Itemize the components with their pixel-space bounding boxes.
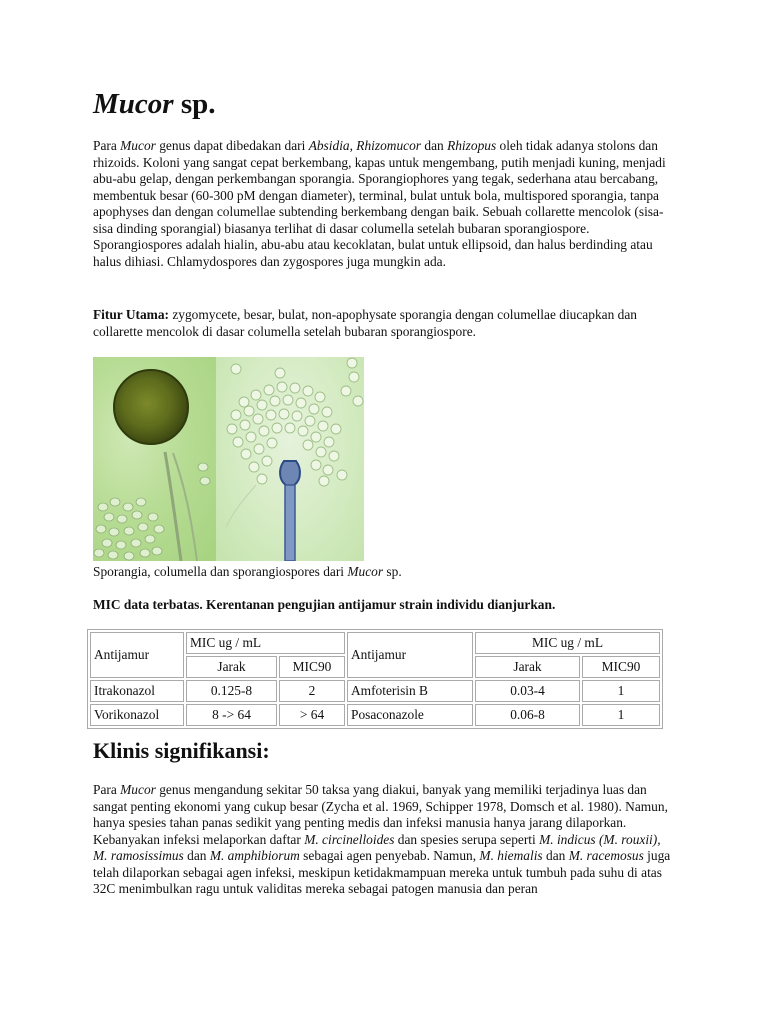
text-run: juga telah dilaporkan sebagai agen infeksi, meskipun ketidakmampuan mereka untuk tumbuh pada suhu di atas 32C menimbulkan ragu untuk validitas mereka sebagai patogen manusia dan peran — [93, 848, 671, 896]
species-name: M. hiemalis — [479, 848, 543, 863]
drug-cell: Itrakonazol — [90, 680, 184, 702]
header-mic: MIC ug / mL — [475, 632, 660, 654]
mic90-cell: 1 — [582, 704, 660, 726]
header-drug: Antijamur — [90, 632, 184, 678]
header-drug: Antijamur — [347, 632, 473, 678]
genus-name: Mucor — [347, 564, 384, 579]
drug-cell: Posaconazole — [347, 704, 473, 726]
micrograph-sporangium-image — [93, 357, 216, 561]
header-mic: MIC ug / mL — [186, 632, 345, 654]
genus-name: Mucor — [120, 782, 156, 797]
section-heading-clinical: Klinis signifikansi: — [93, 738, 270, 763]
table-row — [90, 704, 660, 726]
species-name: M. racemosus — [568, 848, 644, 863]
text-run: genus dapat dibedakan dari — [155, 138, 309, 153]
features-text: zygomycete, besar, bulat, non-apophysate sporangia dengan columellae diucapkan dan collarette mencolok di dasar columella setelah bubaran sporangiospore. — [93, 307, 637, 339]
range-cell: 0.06-8 — [475, 704, 580, 726]
table-row — [90, 680, 660, 702]
header-mic90: MIC90 — [582, 656, 660, 678]
range-cell: 0.125-8 — [186, 680, 277, 702]
range-cell: 8 -> 64 — [186, 704, 277, 726]
mic90-cell: 2 — [279, 680, 345, 702]
micrograph-columella-image — [216, 357, 364, 561]
species-name: M. amphibiorum — [209, 848, 300, 863]
genus-names: Absidia, Rhizomucor — [308, 138, 422, 153]
intro-paragraph — [93, 138, 678, 270]
text-run: genus mengandung sekitar 50 taksa yang diakui, banyak yang memiliki terjadinya luas dan sangat penting ekonomi yang cukup besar (Zycha et al. 1969, Schipper 1978, Domsch et al. 1980). Namun, hanya spesies tahan panas sedikit yang penting medis dan infeksi manusia hanya jarang dilaporkan. Kebanyakan infeksi melaporkan daftar — [93, 782, 668, 847]
header-range: Jarak — [186, 656, 277, 678]
header-mic90: MIC90 — [279, 656, 345, 678]
range-cell: 0.03-4 — [475, 680, 580, 702]
features-label: Fitur Utama: — [93, 307, 169, 322]
text-run: dan — [421, 138, 448, 153]
text-run: dan spesies serupa seperti — [394, 831, 540, 847]
columella-drawing — [216, 357, 364, 561]
mic-table — [87, 629, 663, 729]
header-range: Jarak — [475, 656, 580, 678]
mic90-cell: > 64 — [279, 704, 345, 726]
text-run: dan — [542, 848, 569, 863]
genus-name: Mucor — [120, 138, 156, 153]
title-genus: Mucor — [93, 88, 174, 120]
text-run: Sporangia, columella dan sporangiospores dari — [93, 564, 348, 579]
clinical-paragraph — [93, 782, 678, 898]
genus-name: Rhizopus — [447, 138, 497, 153]
sporangium-drawing — [93, 357, 216, 561]
figure-caption — [93, 563, 402, 580]
text-run: oleh tidak adanya stolons dan rhizoids. Koloni yang sangat cepat berkembang, kapas untuk mengembang, putih menjadi kuning, menjadi abu-abu gelap, dengan perkembangan sporangia. Sporangiophores yang tegak, sederhana atau bercabang, membentuk besar (60-300 pM dengan diameter), terminal, bulat untuk bola, multispored sporangia, tanpa apophyses dan dengan columellae subtending berkembang dengan baik. Sebuah collarette mencolok (sisa-sisa dinding sporangial) biasanya terlihat di dasar columella setelah bubaran sporangiospore. Sporangiospores adalah hialin, abu-abu atau kecoklatan, bulat untuk ellipsoid, dan halus berdinding atau halus dihiasi. Chlamydospores dan zygospores juga mungkin ada. — [93, 138, 666, 269]
text-run: dan — [183, 848, 210, 863]
mic-note: MIC data terbatas. Kerentanan pengujian antijamur strain individu dianjurkan. — [93, 597, 556, 612]
species-name: M. indicus (M. rouxii), M. ramosissimus — [93, 831, 661, 863]
text-run: Para — [93, 138, 121, 153]
title-suffix: sp. — [173, 88, 216, 120]
drug-cell: Vorikonazol — [90, 704, 184, 726]
text-run: sp. — [383, 564, 402, 579]
text-run: Para — [93, 782, 121, 797]
mic90-cell: 1 — [582, 680, 660, 702]
text-run: sebagai agen penyebab. Namun, — [299, 848, 480, 863]
page-title — [93, 86, 216, 122]
species-name: M. circinelloides — [304, 831, 395, 847]
micrograph-figure — [93, 357, 364, 561]
drug-cell: Amfoterisin B — [347, 680, 473, 702]
table-row — [90, 632, 660, 654]
features-paragraph — [93, 307, 678, 340]
